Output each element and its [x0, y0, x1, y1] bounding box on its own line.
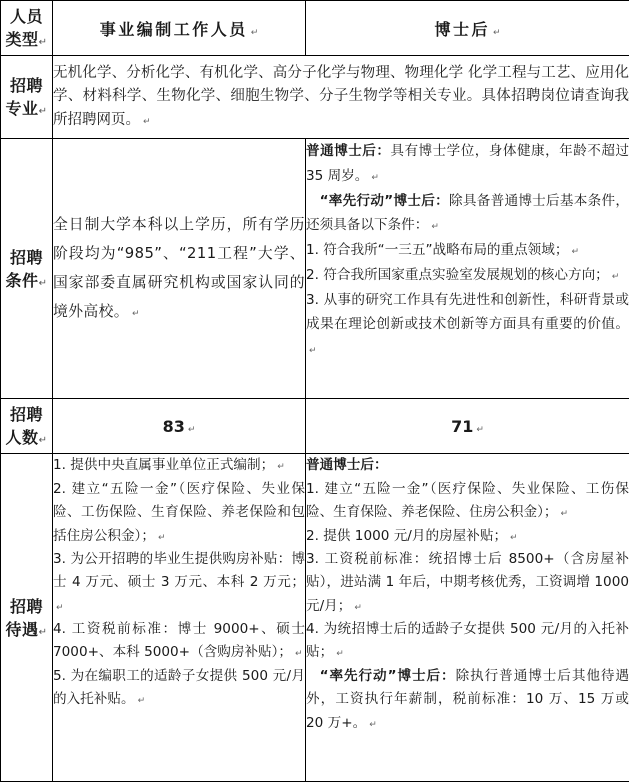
row-label-line-2: 人数↵ [5, 428, 48, 448]
benefits-staff-item: 3. 为公开招聘的毕业生提供购房补贴：博士 4 万元、硕士 3 万元、本科 2 万元；↵ [53, 550, 305, 613]
paragraph-mark: ↵ [56, 602, 64, 613]
headcount-postdoc-cell [306, 399, 629, 454]
benefits-postdoc-item: 2. 提供 1000 元/月的房屋补贴； ↵ [306, 527, 518, 544]
row-label-line-2: 条件↵ [5, 270, 48, 290]
paragraph-mark: ↵ [277, 462, 285, 473]
paragraph-mark: ↵ [560, 509, 569, 520]
paragraph-mark: ↵ [157, 532, 166, 543]
conditions-postdoc-cell [306, 139, 629, 399]
column-header-staff-label: 事业编制工作人员 [99, 19, 248, 39]
paragraph-mark: ↵ [492, 27, 501, 38]
benefits-postdoc-pioneer-head: “率先行动”博士后： [319, 667, 456, 684]
paragraph-mark: ↵ [336, 649, 344, 660]
table-row-major [1, 56, 629, 139]
conditions-staff-cell [53, 139, 306, 399]
benefits-staff-list [53, 454, 305, 711]
headcount-staff-value: 83 [162, 416, 185, 436]
paragraph-mark: ↵ [38, 435, 48, 447]
paragraph-mark: ↵ [38, 626, 48, 638]
paragraph-mark: ↵ [354, 602, 362, 613]
benefits-staff-cell [53, 454, 306, 782]
row-label-benefits [1, 454, 53, 782]
conditions-staff-text: 全日制大学本科以上学历，所有学历阶段均为“985”、“211工程”大学、国家部委直属研究机构或国家认同的境外高校。 ↵ [53, 216, 305, 320]
conditions-postdoc-general-body: 具有博士学位，身体健康，年龄不超过 35 周岁。 [306, 143, 629, 184]
paragraph-mark: ↵ [371, 172, 379, 183]
row-label-line-1: 招聘 [9, 405, 43, 425]
row-label-line-2: 待遇↵ [5, 619, 48, 639]
benefits-postdoc-general-head: 普通博士后： [306, 457, 388, 474]
paragraph-mark: ↵ [510, 532, 518, 543]
paragraph-mark: ↵ [476, 424, 484, 435]
paragraph-mark: ↵ [431, 222, 439, 233]
paragraph-mark: ↵ [309, 346, 317, 357]
paragraph-mark: ↵ [38, 37, 48, 49]
benefits-staff-item: 2. 建立“五险一金”（医疗保险、失业保险、工伤保险、生育保险、养老保险和包括住房公积金）； ↵ [53, 480, 305, 544]
major-merged-cell [53, 56, 629, 139]
paragraph-mark: ↵ [571, 247, 580, 258]
benefits-postdoc-item: 1. 建立“五险一金”（医疗保险、失业保险、工伤保险、生育保险、养老保险、住房公积金）； ↵ [306, 480, 629, 521]
paragraph-mark: ↵ [250, 27, 259, 38]
benefits-staff-item: 5. 为在编职工的适龄子女提供 500 元/月的入托补贴。 ↵ [53, 667, 305, 708]
major-text: 无机化学、分析化学、有机化学、高分子化学与物理、物理化学 化学工程与工艺、应用化学、材料科学、生物化学、细胞生物学、分子生物学等相关专业。具体招聘岗位请查询我所招聘网页。 ↵ [53, 64, 629, 128]
table-row-benefits [1, 454, 629, 782]
row-label-line-1: 招聘 [9, 596, 43, 616]
headcount-postdoc-value: 71 [451, 416, 474, 436]
benefits-postdoc-item: 3. 工资税前标准：统招博士后 8500+（含房屋补贴），进站满 1 年后，中期考核优秀，工资调增 1000 元/月； ↵ [306, 550, 629, 614]
conditions-postdoc-item-pioneer [306, 189, 629, 238]
benefits-staff-item: 4. 工资税前标准：博士 9000+、硕士 7000+、本科 5000+（含购房补贴）； ↵ [53, 621, 305, 661]
benefits-postdoc-cell [306, 454, 629, 782]
conditions-postdoc-sub-item: 1. 符合我所“一三五”战略布局的重点领域； ↵ [306, 242, 580, 259]
benefits-postdoc-pioneer-body: 除执行普通博士后其他待遇外，工资执行年薪制，税前标准：10 万、15 万或 20 万+。 [306, 667, 629, 731]
conditions-postdoc-sub-item: 2. 符合我所国家重点实验室发展规划的核心方向； ↵ [306, 266, 620, 283]
paragraph-mark: ↵ [38, 106, 48, 118]
row-label-major [1, 56, 53, 139]
paragraph-mark: ↵ [187, 424, 196, 435]
row-label-line-1: 招聘 [9, 75, 43, 95]
benefits-staff-item: 1. 提供中央直属事业单位正式编制； ↵ [53, 457, 285, 474]
row-label-line-1: 人员 [9, 6, 43, 26]
benefits-postdoc-pioneer [306, 665, 629, 735]
conditions-postdoc-item-general [306, 139, 629, 188]
benefits-postdoc-list [306, 454, 629, 735]
column-header-postdoc-cell [306, 1, 629, 56]
paragraph-mark: ↵ [143, 116, 151, 127]
row-label-line-2: 专业↵ [5, 99, 48, 119]
paragraph-mark: ↵ [369, 719, 377, 730]
paragraph-mark: ↵ [38, 277, 48, 289]
row-label-headcount [1, 399, 53, 454]
conditions-postdoc-pioneer-body: 除具备普通博士后基本条件，还须具备以下条件： [306, 192, 629, 234]
paragraph-mark: ↵ [132, 308, 140, 319]
conditions-postdoc-pioneer-head: “率先行动”博士后： [319, 192, 449, 209]
column-header-postdoc-label: 博士后 [434, 19, 490, 39]
conditions-postdoc-text [306, 139, 629, 362]
table-row-headcount [1, 399, 629, 454]
row-label-personnel-type [1, 1, 53, 56]
paragraph-mark: ↵ [295, 649, 303, 660]
conditions-postdoc-sub-item: 3. 从事的研究工作具有先进性和创新性，科研背景或成果在理论创新或技术创新等方面具有重要的价值。↵ [306, 291, 629, 357]
table-row-personnel-type [1, 1, 629, 56]
headcount-staff-cell [53, 399, 306, 454]
conditions-postdoc-general-head: 普通博士后： [306, 143, 391, 160]
row-label-line-2: 类型↵ [5, 30, 48, 50]
paragraph-mark: ↵ [611, 271, 620, 282]
row-label-conditions [1, 139, 53, 399]
column-header-staff-cell [53, 1, 306, 56]
paragraph-mark: ↵ [137, 696, 146, 707]
benefits-postdoc-item: 4. 为统招博士后的适龄子女提供 500 元/月的入托补贴； ↵ [306, 621, 629, 661]
row-label-line-1: 招聘 [9, 247, 43, 267]
table-row-conditions [1, 139, 629, 399]
